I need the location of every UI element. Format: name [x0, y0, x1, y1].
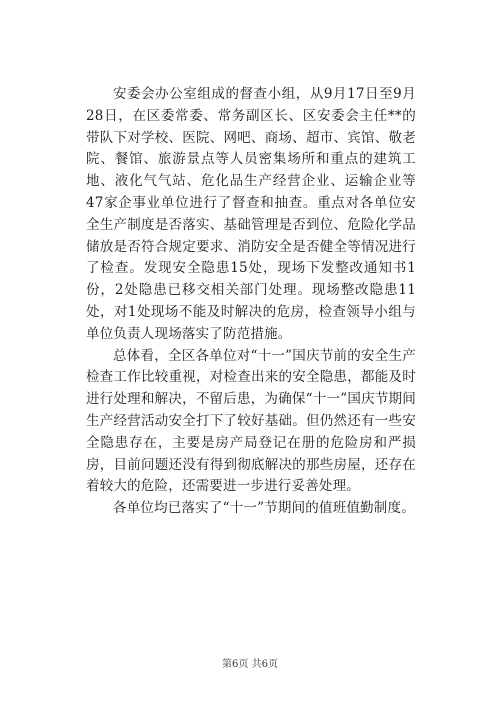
- paragraph-overall-assessment: 总体看，全区各单位对“十一”国庆节前的安全生产检查工作比较重视，对检查出来的安全隐患，都能及时进行处理和解决，不留后患，为确保“十一”国庆节期间生产经营活动安全打下了较好基础。但仍然还有一些安全隐患存在，主要是房产局登记在册的危险房和严损房，目前问题还没有得到彻底解决的那些房屋，还存在着较大的危险，还需要进一步进行妥善处理。: [86, 347, 416, 495]
- paragraph-duty-system: 各单位均已落实了“十一”节期间的值班值勤制度。: [113, 500, 415, 517]
- page-footer: 第6页 共6页: [222, 659, 278, 670]
- document-body: [86, 84, 416, 520]
- paragraph-inspection-summary: 安委会办公室组成的督查小组，从9月17日至9月28日，在区委常委、常务副区长、区安委会主任**的带队下对学校、医院、网吧、商场、超市、宾馆、敬老院、餐馆、旅游景点等人员密集场所和重点的建筑工地、液化气气站、危化品生产经营企业、运输企业等47家企事业单位进行了督查和抽查。重点对各单位安全生产制度是否落实、基础管理是否到位、危险化学品储放是否符合规定要求、消防安全是否健全等情况进行了检查。发现安全隐患15处，现场下发整改通知书1份，2处隐患已移交相关部门处理。现场整改隐患11处，对1处现场不能及时解决的危房，检查领导小组与单位负责人现场落实了防范措施。: [86, 86, 416, 342]
